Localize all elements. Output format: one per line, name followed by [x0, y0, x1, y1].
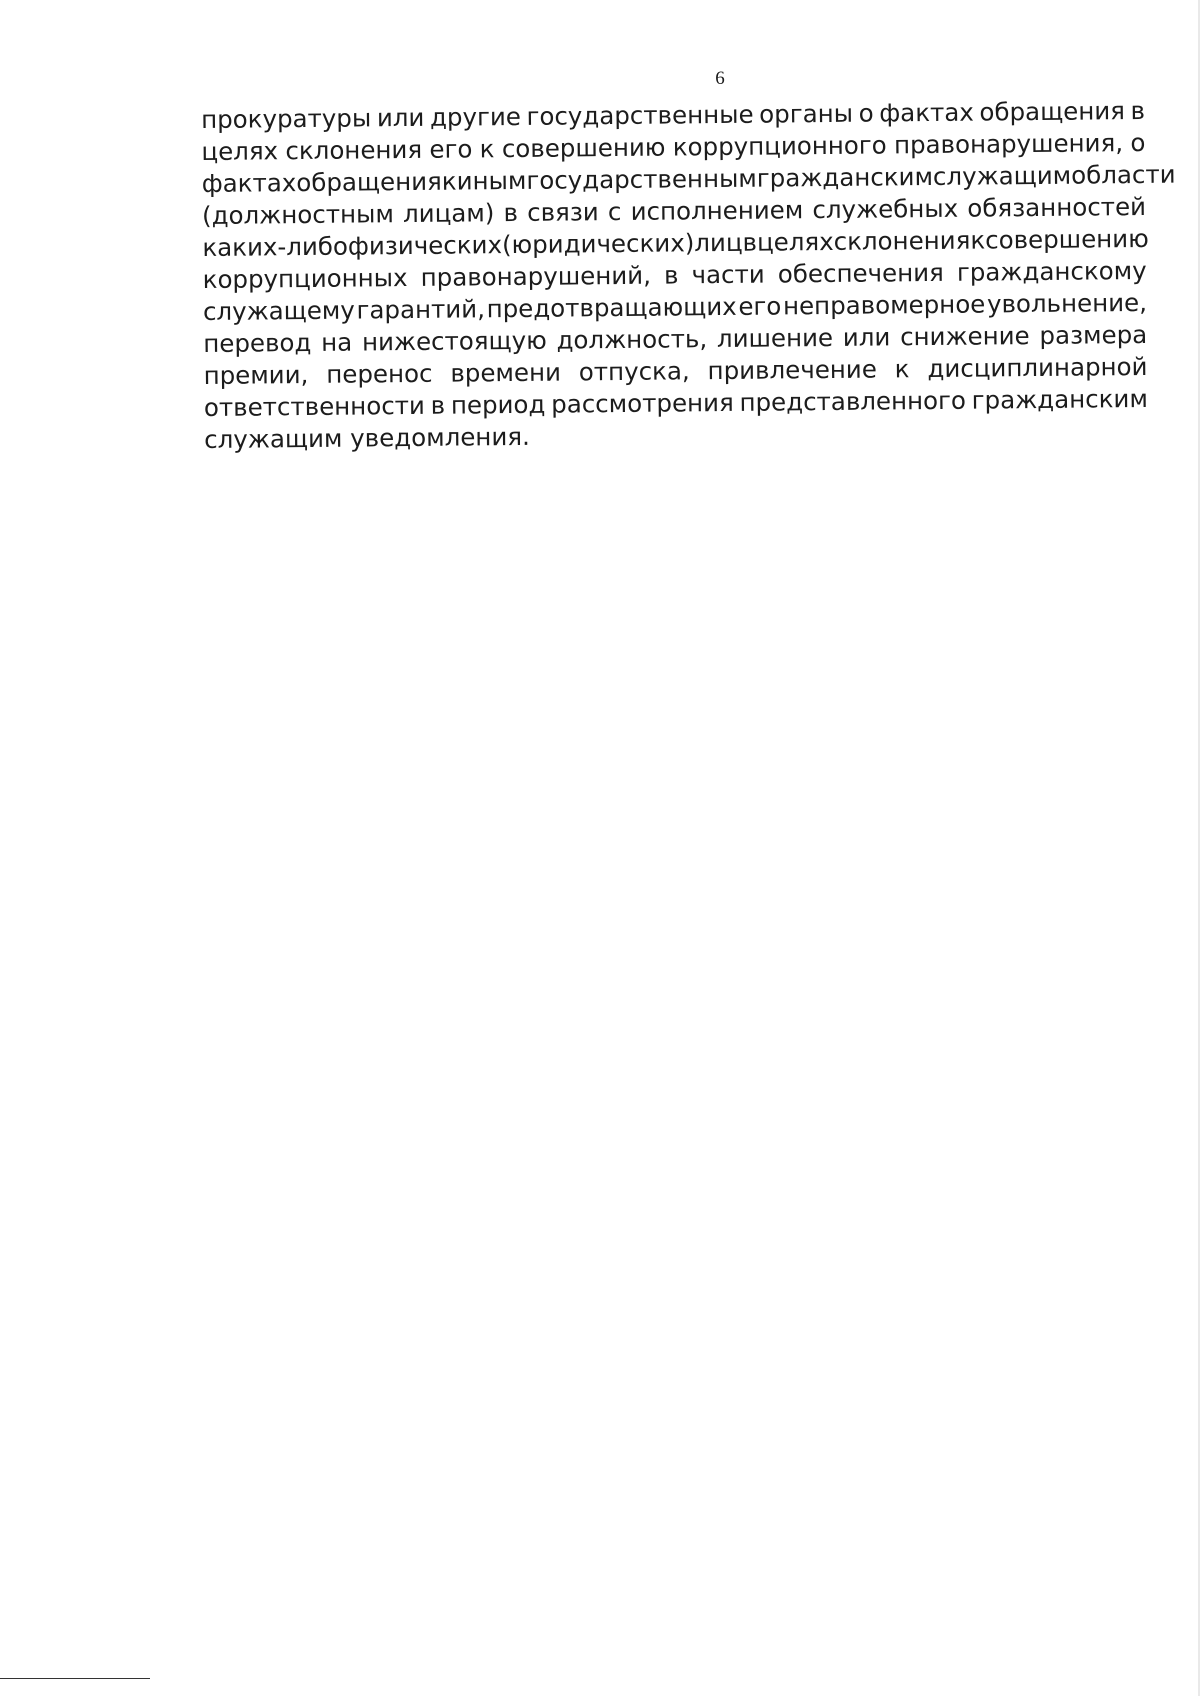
paragraph-line: каких-либо физических (юридических) лиц в целях склонения к совершению — [202, 223, 1149, 262]
paragraph-line: служащему гарантий, предотвращающих его неправомерное увольнение, — [202, 287, 1148, 326]
paragraph-line: служащим уведомления. — [204, 421, 530, 454]
paragraph-line: ответственности в период рассмотрения представленного гражданским — [203, 383, 1148, 422]
paragraph-line: целях склонения его к совершению коррупционного правонарушения, о — [201, 127, 1146, 166]
paragraph-line: прокуратуры или другие государственные органы о фактах обращения в — [201, 95, 1146, 134]
paragraph-line: перевод на нижестоящую должность, лишение или снижение размера — [203, 319, 1148, 358]
body-paragraph — [201, 95, 1176, 456]
paragraph-line: коррупционных правонарушений, в части обеспечения гражданскому — [202, 255, 1147, 294]
paragraph-line: (должностным лицам) в связи с исполнением служебных обязанностей — [201, 191, 1147, 230]
paragraph-line: фактах обращения к иным государственным гражданским служащим области — [201, 159, 1176, 198]
page-number: 6 — [715, 68, 725, 89]
paragraph-line: премии, перенос времени отпуска, привлечение к дисциплинарной — [203, 351, 1148, 390]
footnote-divider — [0, 1678, 150, 1679]
